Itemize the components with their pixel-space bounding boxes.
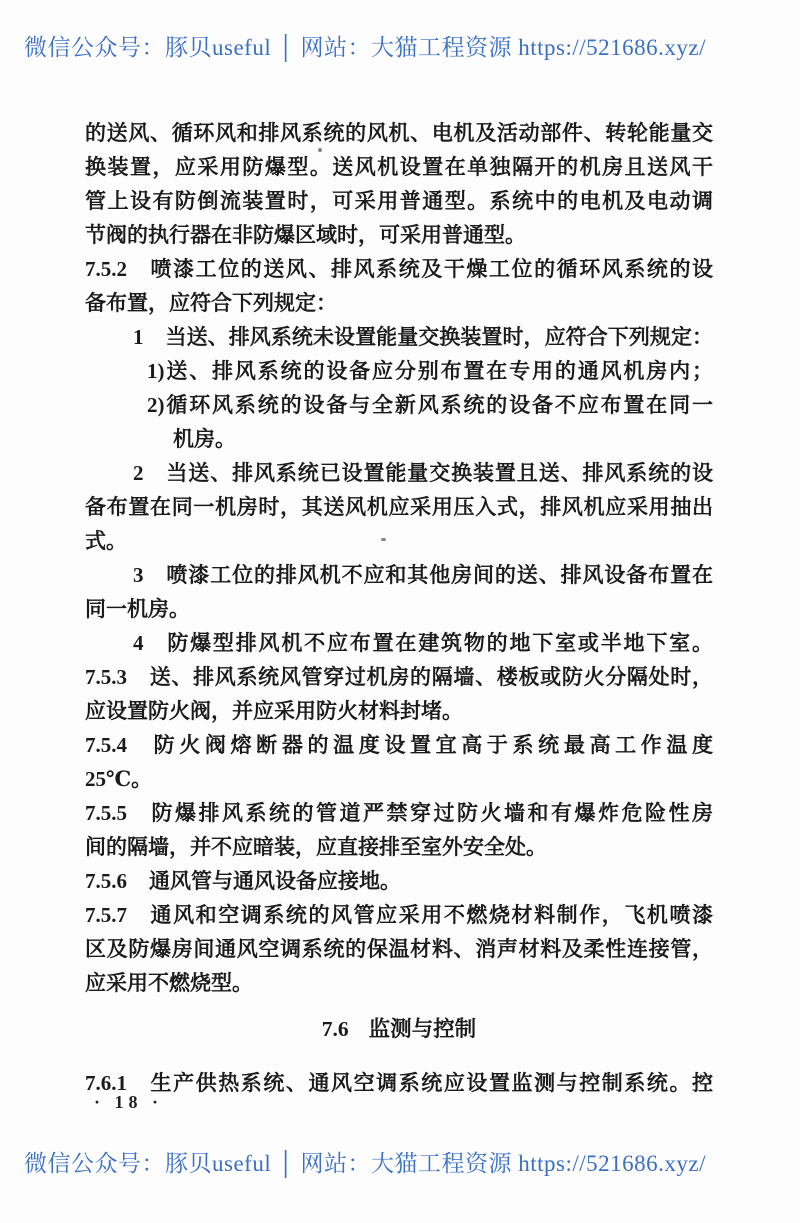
text-segment: 防火阀熔断器的温度设置宜高于系统最高工作温度 bbox=[149, 733, 713, 757]
clause-number: 7.5.4 bbox=[85, 733, 127, 757]
list-item-2 bbox=[85, 456, 713, 558]
text-segment: 换装置，应采用防爆型。送风机设置在单独隔开的机房且送风干 bbox=[85, 155, 713, 179]
clause-7.5.6 bbox=[85, 864, 713, 898]
text-line bbox=[85, 456, 713, 490]
scan-speckle bbox=[318, 148, 322, 152]
text-line bbox=[85, 524, 713, 558]
clause-number: 7.5.5 bbox=[85, 801, 127, 825]
text-segment: 机房。 bbox=[173, 427, 236, 451]
text-line bbox=[85, 728, 713, 762]
paragraph-continuation bbox=[85, 116, 713, 252]
clause-number: 7.5.6 bbox=[85, 869, 127, 893]
text-line bbox=[85, 184, 713, 218]
clause-7.6.1 bbox=[85, 1066, 713, 1100]
clause-number: 3 bbox=[133, 563, 144, 587]
clause-number: 1 bbox=[133, 325, 144, 349]
watermark-bottom: 微信公众号：豚贝useful │ 网站：大猫工程资源 https://521686.xyz/ bbox=[24, 1151, 707, 1176]
text-segment: 喷漆工位的送风、排风系统及干燥工位的循环风系统的设 bbox=[149, 257, 713, 281]
clause-7.5.3 bbox=[85, 660, 713, 728]
text-segment: 生产供热系统、通风空调系统应设置监测与控制系统。控 bbox=[149, 1071, 713, 1095]
text-segment: 送、排风系统风管穿过机房的隔墙、楼板或防火分隔处时， bbox=[149, 665, 713, 689]
text-line bbox=[85, 252, 713, 286]
text-segment: 送、排风系统的设备应分别布置在专用的通风机房内； bbox=[164, 359, 713, 383]
text-segment: 当送、排风系统未设置能量交换装置时，应符合下列规定： bbox=[165, 325, 713, 349]
text-segment: 间的隔墙，并不应暗装，应直接排至室外安全处。 bbox=[85, 835, 547, 859]
text-line bbox=[85, 490, 713, 524]
list-item-3 bbox=[85, 558, 713, 626]
watermark-top: 微信公众号：豚贝useful │ 网站：大猫工程资源 https://521686.xyz/ bbox=[24, 35, 707, 60]
text-segment: 防爆型排风机不应布置在建筑物的地下室或半地下室。 bbox=[165, 631, 713, 655]
list-item-4 bbox=[85, 626, 713, 660]
sub-item-1 bbox=[85, 354, 713, 388]
text-line bbox=[85, 762, 713, 796]
text-line bbox=[85, 660, 713, 694]
text-segment: 的送风、循环风和排风系统的风机、电机及活动部件、转轮能量交 bbox=[85, 121, 713, 145]
clause-number: 2) bbox=[147, 393, 165, 417]
text-line bbox=[85, 388, 713, 422]
text-segment: 监测与控制 bbox=[368, 1017, 477, 1041]
text-segment: 通风管与通风设备应接地。 bbox=[149, 869, 401, 893]
text-line bbox=[85, 558, 713, 592]
clause-number: 7.5.3 bbox=[85, 665, 127, 689]
scan-speckle bbox=[381, 538, 386, 541]
text-line bbox=[85, 150, 713, 184]
text-line bbox=[85, 898, 713, 932]
text-segment: 喷漆工位的排风机不应和其他房间的送、排风设备布置在 bbox=[165, 563, 713, 587]
sub-item-2 bbox=[85, 388, 713, 456]
page-number: · 18 · bbox=[94, 1092, 164, 1112]
list-item-1 bbox=[85, 320, 713, 354]
text-segment: 节阀的执行器在非防爆区域时，可采用普通型。 bbox=[85, 223, 526, 247]
text-line bbox=[85, 864, 713, 898]
text-line bbox=[85, 796, 713, 830]
text-segment: 备布置在同一机房时，其送风机应采用压入式，排风机应采用抽出 bbox=[85, 495, 713, 519]
text-segment: 同一机房。 bbox=[85, 597, 190, 621]
text-line bbox=[85, 1066, 713, 1100]
text-segment: 管上设有防倒流装置时，可采用普通型。系统中的电机及电动调 bbox=[85, 189, 713, 213]
clause-7.5.5 bbox=[85, 796, 713, 864]
text-segment: 25℃。 bbox=[85, 767, 153, 791]
text-segment: 区及防爆房间通风空调系统的保温材料、消声材料及柔性连接管， bbox=[85, 937, 713, 961]
text-line bbox=[85, 116, 713, 150]
text-segment: 防爆排风系统的管道严禁穿过防火墙和有爆炸危险性房 bbox=[149, 801, 713, 825]
text-segment: 备布置，应符合下列规定： bbox=[85, 291, 337, 315]
clause-7.5.2 bbox=[85, 252, 713, 320]
clause-number: 2 bbox=[133, 461, 144, 485]
text-segment: 应设置防火阀，并应采用防火材料封堵。 bbox=[85, 699, 463, 723]
clause-number: 4 bbox=[133, 631, 144, 655]
clause-7.5.7 bbox=[85, 898, 713, 1000]
clause-7.5.4 bbox=[85, 728, 713, 796]
text-segment: 式。 bbox=[85, 529, 127, 553]
text-line bbox=[85, 320, 713, 354]
text-segment: 应采用不燃烧型。 bbox=[85, 971, 253, 995]
clause-number: 7.5.7 bbox=[85, 903, 127, 927]
clause-number: 7.6.1 bbox=[85, 1071, 127, 1095]
text-line bbox=[85, 626, 713, 660]
text-line bbox=[85, 932, 713, 966]
text-line bbox=[85, 830, 713, 864]
text-line bbox=[85, 422, 713, 456]
text-line bbox=[85, 592, 713, 626]
text-segment: 通风和空调系统的风管应采用不燃烧材料制作，飞机喷漆 bbox=[149, 903, 713, 927]
text-line bbox=[85, 694, 713, 728]
clause-number: 1) bbox=[147, 359, 165, 383]
clause-number: 7.6 bbox=[321, 1017, 349, 1041]
clause-number: 7.5.2 bbox=[85, 257, 127, 281]
text-line bbox=[85, 354, 713, 388]
text-line bbox=[85, 286, 713, 320]
text-segment: 循环风系统的设备与全新风系统的设备不应布置在同一 bbox=[164, 393, 713, 417]
text-segment: 当送、排风系统已设置能量交换装置且送、排风系统的设 bbox=[165, 461, 713, 485]
text-line bbox=[85, 1012, 713, 1046]
section-heading-7.6 bbox=[85, 1012, 713, 1046]
text-line bbox=[85, 218, 713, 252]
text-line bbox=[85, 966, 713, 1000]
page-content bbox=[85, 116, 713, 1100]
